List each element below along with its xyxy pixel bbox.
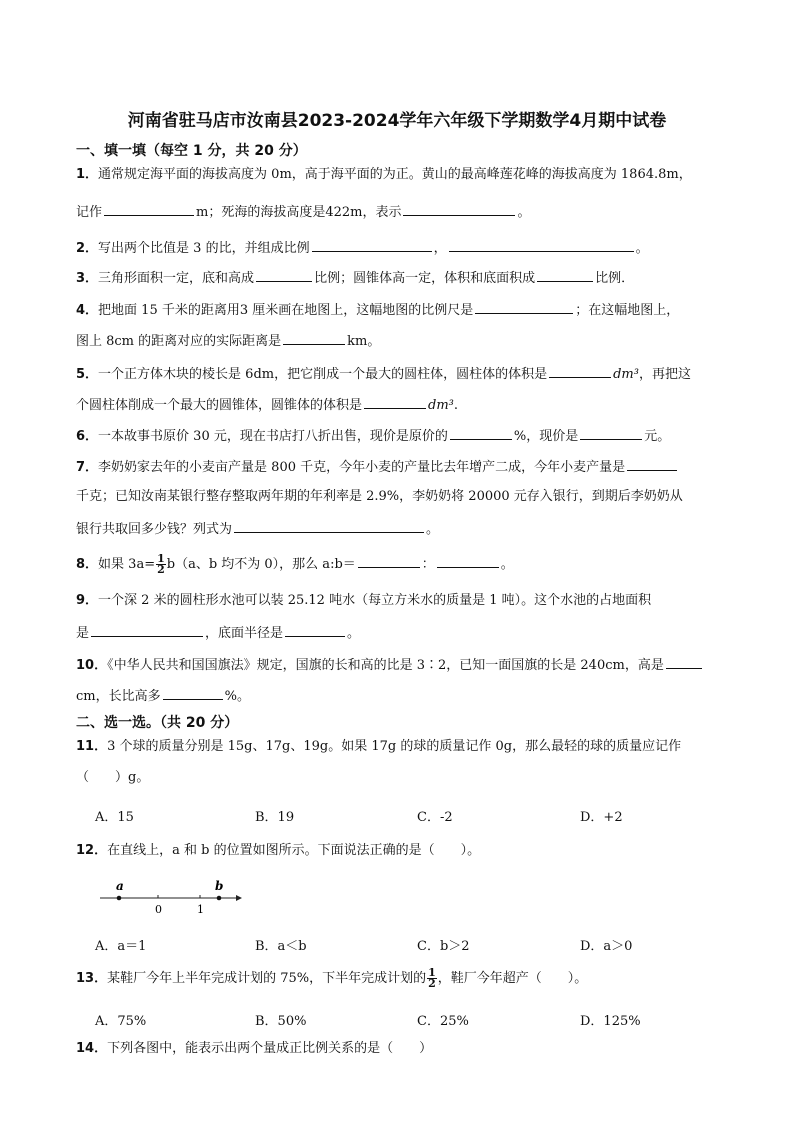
question-text: 银行共取回多少钱？列式为 [76, 522, 233, 537]
question-text: 通常规定海平面的海拔高度为 0m，高于海平面的为正。黄山的最高峰莲花峰的海拔高度为 1864.8m， [98, 167, 692, 182]
fraction-numerator: 1 [428, 966, 436, 979]
option-a[interactable]: A．15 [95, 810, 134, 825]
question-9-line-1 [76, 592, 651, 610]
option-d[interactable]: D．a＞0 [580, 939, 633, 954]
question-text: %。 [224, 689, 250, 704]
unit-label: dm³ [613, 367, 639, 382]
answer-blank[interactable] [450, 426, 512, 440]
question-text: 。 [426, 522, 440, 537]
answer-blank[interactable] [666, 655, 702, 669]
question-7-line-3 [76, 519, 439, 539]
question-7-line-1 [76, 457, 679, 477]
question-number: 6． [76, 429, 99, 444]
question-10-line-1 [76, 655, 704, 675]
question-text: 一本故事书原价 30 元，现在书店打八折出售，现价是原价的 [98, 429, 448, 444]
question-text: b（a、b 均不为 0），那么 a:b＝ [166, 557, 356, 572]
section-2-heading: 二、选一选。（共 20 分） [76, 715, 239, 731]
question-number: 4． [76, 303, 99, 318]
question-text: ： [421, 557, 435, 572]
question-4-line-1 [76, 300, 679, 320]
option-c[interactable]: C．-2 [417, 810, 453, 825]
question-text: 某鞋厂今年上半年完成计划的 75%，下半年完成计划的 [107, 971, 427, 986]
question-text: （ ）g。 [76, 770, 150, 785]
label-b: b [215, 879, 224, 893]
question-text: 是 [76, 626, 90, 641]
question-text: 一个正方体木块的棱长是 6dm，把它削成一个最大的圆柱体，圆柱体的体积是 [98, 367, 548, 382]
question-number: 13． [76, 971, 108, 986]
question-6 [76, 426, 670, 446]
question-10-line-2 [76, 686, 250, 706]
question-text: m；死海的海拔高度是422m，表示 [196, 205, 402, 220]
answer-blank[interactable] [283, 331, 345, 345]
question-text: 。 [635, 241, 649, 256]
answer-blank[interactable] [449, 238, 634, 252]
question-text: 写出两个比值是 3 的比，并组成比例 [98, 241, 310, 256]
question-text: 记作 [76, 205, 103, 220]
question-text: 。 [347, 626, 361, 641]
answer-blank[interactable] [364, 395, 426, 409]
question-text: 把地面 15 千米的距离用3 厘米画在地图上，这幅地图的比例尺是 [98, 303, 474, 318]
question-text: 三角形面积一定，底和高成 [98, 271, 255, 286]
arrow-head-icon [236, 895, 242, 901]
option-c[interactable]: C．b＞2 [417, 939, 470, 954]
answer-blank[interactable] [580, 426, 642, 440]
question-3 [76, 268, 634, 288]
question-number: 9． [76, 593, 99, 608]
question-12 [76, 842, 480, 860]
question-text: cm，长比高多 [76, 689, 161, 704]
answer-blank[interactable] [537, 268, 593, 282]
label-zero: 0 [155, 903, 162, 916]
unit-label: dm³ [428, 398, 454, 413]
question-number: 11． [76, 739, 108, 754]
fraction-denominator: 2 [157, 563, 165, 576]
question-text: 李奶奶家去年的小麦亩产量是 800 千克，今年小麦的产量比去年增产二成，今年小麦产量是 [98, 460, 626, 475]
answer-blank[interactable] [91, 623, 203, 637]
answer-blank[interactable] [437, 554, 499, 568]
question-text: 3 个球的质量分别是 15g、17g、19g。如果 17g 的球的质量记作 0g，那么最轻的球的质量应记作 [107, 739, 682, 754]
answer-blank[interactable] [256, 268, 312, 282]
question-text: ；在这幅地图上， [575, 303, 680, 318]
answer-blank[interactable] [403, 202, 515, 216]
answer-blank[interactable] [234, 519, 424, 533]
question-number: 1． [76, 167, 99, 182]
question-text: ，鞋厂今年超产（ ）。 [437, 971, 588, 986]
question-text: 比例；圆锥体高一定，体积和底面积成 [314, 271, 536, 286]
question-text: 元。 [644, 429, 671, 444]
answer-blank[interactable] [104, 202, 194, 216]
exam-title: 河南省驻马店市汝南县2023-2024学年六年级下学期数学4月期中试卷 [127, 111, 667, 131]
option-d[interactable]: D．125% [580, 1014, 641, 1029]
answer-blank[interactable] [312, 238, 432, 252]
option-b[interactable]: B．50% [255, 1014, 307, 1029]
option-d[interactable]: D．+2 [580, 810, 623, 825]
question-9-line-2 [76, 623, 360, 643]
question-text: . [453, 398, 459, 413]
question-number: 12． [76, 843, 108, 858]
question-text: 。 [500, 557, 514, 572]
option-c[interactable]: C．25% [417, 1014, 469, 1029]
question-text: 如果 3a= [98, 557, 156, 572]
question-2 [76, 238, 649, 258]
answer-blank[interactable] [285, 623, 345, 637]
question-11-line-1 [76, 738, 681, 756]
question-text: 《中华人民共和国国旗法》规定，国旗的长和高的比是 3∶2，已知一面国旗的长是 240cm，高是 [107, 658, 664, 673]
question-1-line-2 [76, 202, 531, 222]
question-text: 图上 8cm 的距离对应的实际距离是 [76, 334, 282, 349]
fraction [427, 968, 437, 989]
question-number: 5． [76, 367, 99, 382]
question-1-line-1 [76, 166, 692, 184]
section-1-heading: 一、填一填（每空 1 分，共 20 分） [76, 143, 307, 159]
question-text: 在直线上，a 和 b 的位置如图所示。下面说法正确的是（ ）。 [107, 843, 481, 858]
question-7-line-2 [76, 488, 683, 506]
fraction-denominator: 2 [428, 977, 436, 990]
question-5-line-2 [76, 395, 458, 415]
point-a [117, 896, 122, 901]
question-text: 一个深 2 米的圆柱形水池可以装 25.12 吨水（每立方米水的质量是 1 吨）。这个水池的占地面积 [98, 593, 652, 608]
question-number: 8． [76, 557, 99, 572]
question-11-line-2 [76, 769, 149, 787]
question-text: ，再把这 [638, 367, 691, 382]
answer-blank[interactable] [627, 457, 677, 471]
option-a[interactable]: A．75% [95, 1014, 147, 1029]
question-text: 比例． [595, 271, 635, 286]
question-text: %，现价是 [513, 429, 579, 444]
number-line-figure [96, 878, 246, 918]
question-number: 2． [76, 241, 99, 256]
question-13 [76, 966, 587, 992]
label-one: 1 [197, 903, 204, 916]
question-8 [76, 553, 514, 577]
label-a: a [116, 879, 124, 893]
option-b[interactable]: B．a＜b [255, 939, 307, 954]
question-text: km。 [347, 334, 381, 349]
question-number: 7． [76, 460, 99, 475]
answer-blank[interactable] [358, 554, 420, 568]
answer-blank[interactable] [475, 300, 573, 314]
answer-blank[interactable] [549, 364, 611, 378]
question-text: 。 [517, 205, 531, 220]
question-text: ， [433, 241, 447, 256]
question-number: 3． [76, 271, 99, 286]
question-number: 10． [76, 658, 108, 673]
question-text: 下列各图中，能表示出两个量成正比例关系的是（ ） [107, 1041, 433, 1056]
option-b[interactable]: B．19 [255, 810, 295, 825]
question-number: 14． [76, 1041, 108, 1056]
option-a[interactable]: A．a＝1 [95, 939, 147, 954]
question-text: ，底面半径是 [205, 626, 284, 641]
question-5-line-1 [76, 364, 691, 384]
fraction [156, 554, 166, 575]
question-4-line-2 [76, 331, 380, 351]
question-14 [76, 1040, 432, 1058]
question-text: 个圆柱体削成一个最大的圆锥体，圆锥体的体积是 [76, 398, 363, 413]
fraction-numerator: 1 [157, 552, 165, 565]
point-b [217, 896, 222, 901]
question-text: 千克；已知汝南某银行整存整取两年期的年利率是 2.9%，李奶奶将 20000 元存入银行，到期后李奶奶从 [76, 489, 683, 504]
answer-blank[interactable] [163, 686, 223, 700]
